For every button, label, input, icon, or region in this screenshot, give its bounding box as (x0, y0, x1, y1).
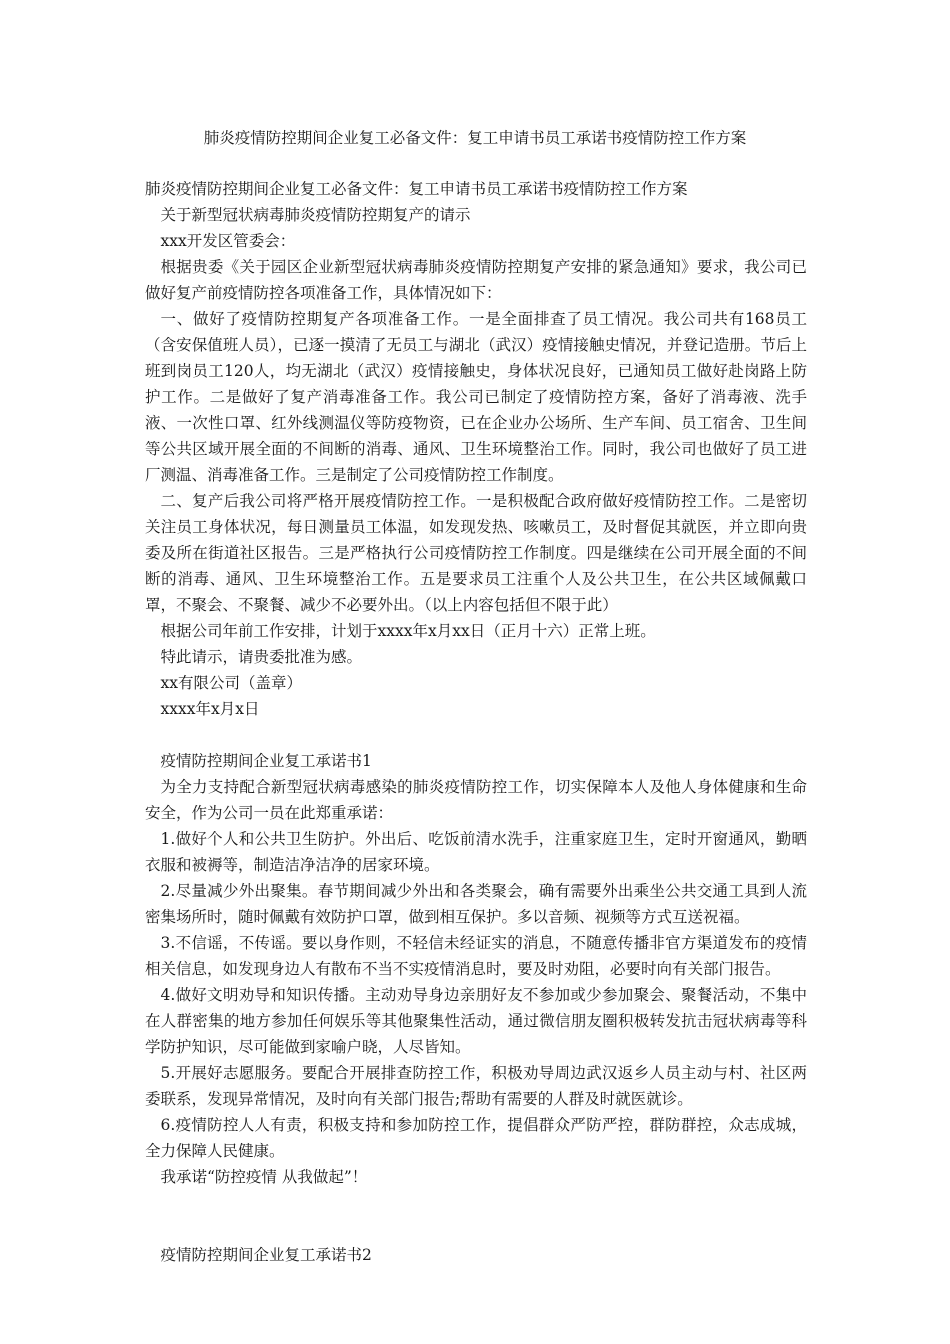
request-paragraph: 根据贵委《关于园区企业新型冠状病毒肺炎疫情防控期复产安排的紧急通知》要求，我公司已做好复产前疫情防控各项准备工作，具体情况如下： (145, 258, 807, 302)
pledge1-item: 6.疫情防控人人有责，积极支持和参加防控工作，提倡群众严防严控，群防群控，众志成城，全力保障人民健康。 (145, 1116, 807, 1160)
pledge1-title: 疫情防控期间企业复工承诺书1 (160, 752, 372, 770)
request-addressee: xxx开发区管委会： (160, 232, 296, 250)
request-paragraph: 一、做好了疫情防控期复产各项准备工作。一是全面排查了员工情况。我公司共有168员工（含安保值班人员），已逐一摸清了无员工与湖北（武汉）疫情接触史情况，并登记造册。节后上班到岗员工120人，均无湖北（武汉）疫情接触史，身体状况良好，已通知员工做好赴岗路上防护工作。二是做好了复产消毒准备工作。我公司已制定了疫情防控方案，备好了消毒液、洗手液、一次性口罩、红外线测温仪等防疫物资，已在企业办公场所、生产车间、员工宿舍、卫生间等公共区域开展全面的不间断的消毒、通风、卫生环境整治工作。同时，我公司也做好了员工进厂测温、消毒准备工作。三是制定了公司疫情防控工作制度。 (145, 310, 807, 484)
document-body (145, 176, 807, 1268)
request-paragraph: 根据公司年前工作安排，计划于xxxx年x月xx日（正月十六）正常上班。 (160, 622, 656, 640)
request-signature: xx有限公司（盖章） (160, 674, 302, 692)
section-spacer (145, 1190, 807, 1242)
pledge1-item: 1.做好个人和公共卫生防护。外出后、吃饭前清水洗手，注重家庭卫生，定时开窗通风，勤晒衣服和被褥等，制造洁净洁净的居家环境。 (145, 830, 807, 874)
request-paragraph: 特此请示，请贵委批准为感。 (160, 648, 363, 666)
request-date: xxxx年x月x日 (160, 700, 260, 718)
request-paragraph: 二、复产后我公司将严格开展疫情防控工作。一是积极配合政府做好疫情防控工作。二是密切关注员工身体状况，每日测量员工体温，如发现发热、咳嗽员工，及时督促其就医，并立即向贵委及所在街道社区报告。三是严格执行公司疫情防控工作制度。四是继续在公司开展全面的不间断的消毒、通风、卫生环境整治工作。五是要求员工注重个人及公共卫生，在公共区域佩戴口罩，不聚会、不聚餐、减少不必要外出。（以上内容包括但不限于此） (145, 492, 807, 614)
document-heading: 肺炎疫情防控期间企业复工必备文件：复工申请书员工承诺书疫情防控工作方案 (145, 180, 688, 198)
document-title: 肺炎疫情防控期间企业复工必备文件：复工申请书员工承诺书疫情防控工作方案 (203, 129, 747, 147)
pledge1-closing: 我承诺“防控疫情 从我做起”！ (160, 1168, 368, 1186)
pledge1-item: 3.不信谣，不传谣。要以身作则，不轻信未经证实的消息，不随意传播非官方渠道发布的疫情相关信息，如发现身边人有散布不当不实疫情消息时，要及时劝阻，必要时向有关部门报告。 (145, 934, 807, 978)
pledge1-intro: 为全力支持配合新型冠状病毒感染的肺炎疫情防控工作，切实保障本人及他人身体健康和生命安全，作为公司一员在此郑重承诺： (145, 778, 807, 822)
request-subject: 关于新型冠状病毒肺炎疫情防控期复产的请示 (160, 206, 471, 224)
section-spacer (145, 722, 807, 748)
pledge1-item: 2.尽量减少外出聚集。春节期间减少外出和各类聚会，确有需要外出乘坐公共交通工具到人流密集场所时，随时佩戴有效防护口罩，做到相互保护。多以音频、视频等方式互送祝福。 (145, 882, 807, 926)
pledge2-title: 疫情防控期间企业复工承诺书2 (160, 1246, 372, 1264)
pledge1-item: 4.做好文明劝导和知识传播。主动劝导身边亲朋好友不参加或少参加聚会、聚餐活动，不集中在人群密集的地方参加任何娱乐等其他聚集性活动，通过微信朋友圈积极转发抗击冠状病毒等科学防护知识，尽可能做到家喻户晓，人尽皆知。 (145, 986, 807, 1056)
pledge1-item: 5.开展好志愿服务。要配合开展排查防控工作，积极劝导周边武汉返乡人员主动与村、社区两委联系，发现异常情况，及时向有关部门报告;帮助有需要的人群及时就医就诊。 (145, 1064, 807, 1108)
